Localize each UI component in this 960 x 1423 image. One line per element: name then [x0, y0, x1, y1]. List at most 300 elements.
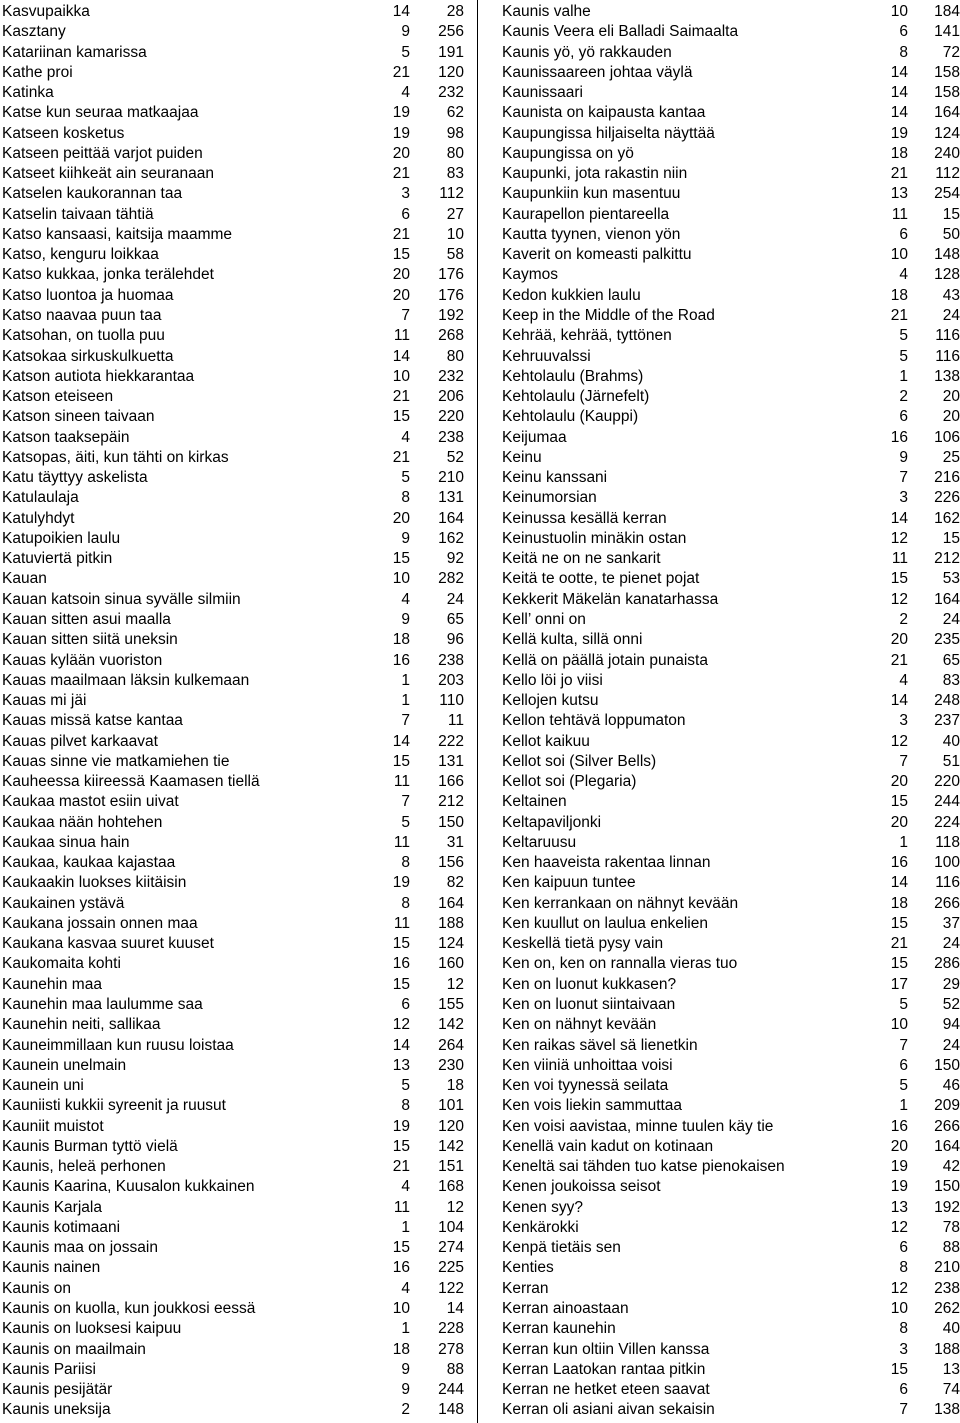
page-number: 248 [934, 692, 960, 710]
song-number: 5 [401, 813, 410, 831]
index-entry [2, 306, 464, 326]
song-number: 9 [401, 1381, 410, 1399]
page-number: 155 [438, 996, 464, 1014]
song-title: Ken on, ken on rannalla vieras tuo [502, 955, 738, 973]
index-entry [2, 549, 464, 569]
song-title: Keinustuolin minäkin ostan [502, 529, 687, 547]
index-entry [2, 792, 464, 812]
song-title: Kaupungissa on yö [502, 144, 634, 162]
song-number: 14 [392, 3, 410, 20]
index-entry [2, 914, 464, 934]
index-entry [502, 1177, 960, 1197]
index-entry [502, 428, 960, 448]
index-entry [2, 1258, 464, 1278]
page-number: 212 [934, 550, 960, 568]
song-title: Kaunis Karjala [2, 1198, 102, 1216]
page-number: 209 [934, 1097, 960, 1115]
index-entry [2, 732, 464, 752]
song-title: Katulaulaja [2, 489, 79, 507]
song-number: 12 [392, 1016, 410, 1034]
song-number: 20 [890, 631, 908, 649]
index-entry [502, 63, 960, 83]
song-number: 15 [392, 246, 410, 264]
song-number: 9 [401, 23, 410, 41]
index-entry [2, 1056, 464, 1076]
index-entry [2, 468, 464, 488]
song-number: 7 [401, 793, 410, 811]
page-number: 27 [446, 205, 464, 223]
index-entry [502, 43, 960, 63]
song-title: Kauas missä katse kantaa [2, 712, 183, 730]
page-number: 192 [934, 1198, 960, 1216]
page-number: 11 [447, 712, 464, 730]
page-number: 112 [439, 185, 464, 203]
song-title: Kaunis on kuolla, kun joukkosi eessä [2, 1300, 256, 1317]
song-title: Kerran kaunehin [502, 1320, 616, 1338]
song-title: Ken voisi aavistaa, minne tuulen käy tie [502, 1117, 774, 1135]
song-number: 5 [401, 43, 410, 61]
page-number: 131 [438, 489, 464, 507]
song-number: 1 [899, 367, 908, 385]
song-number: 8 [401, 854, 410, 872]
page-number: 82 [446, 874, 464, 892]
page-number: 104 [438, 1218, 464, 1236]
song-title: Kehtolaulu (Järnefelt) [502, 388, 650, 406]
page-number: 158 [934, 84, 960, 102]
page-number: 122 [438, 1279, 464, 1297]
index-entry [502, 1340, 960, 1360]
song-number: 9 [401, 529, 410, 547]
song-title: Kasvupaikka [2, 3, 90, 20]
song-number: 21 [392, 225, 410, 243]
song-number: 21 [392, 63, 410, 81]
song-title: Keinussa kesällä kerran [502, 509, 667, 527]
song-number: 12 [890, 529, 908, 547]
song-title: Katselen kaukorannan taa [2, 185, 183, 203]
song-title: Katso, kenguru loikkaa [2, 246, 159, 264]
page-number: 31 [446, 833, 464, 851]
index-entry [2, 651, 464, 671]
index-entry [2, 509, 464, 529]
song-title: Keitä ne on ne sankarit [502, 550, 661, 568]
index-entry [502, 630, 960, 650]
song-number: 4 [899, 671, 908, 689]
song-title: Kaunis on maailmain [2, 1340, 146, 1358]
song-title: Kauan sitten asui maalla [2, 610, 171, 628]
page-number: 228 [438, 1320, 464, 1338]
song-title: Kaunis maa on jossain [2, 1239, 158, 1257]
page-number: 116 [935, 347, 960, 365]
song-number: 2 [899, 610, 908, 628]
song-number: 20 [890, 1137, 908, 1155]
index-entry [502, 124, 960, 144]
song-number: 14 [890, 692, 908, 710]
song-number: 4 [401, 1279, 410, 1297]
index-entry [2, 772, 464, 792]
song-number: 7 [899, 1036, 908, 1054]
page-number: 232 [438, 84, 464, 102]
song-title: Kauas maailmaan läksin kulkemaan [2, 671, 250, 689]
song-number: 10 [890, 3, 908, 20]
song-title: Ken haaveista rakentaa linnan [502, 854, 711, 872]
song-title: Kaukainen ystävä [2, 894, 125, 912]
song-title: Ken raikas sävel sä lienetkin [502, 1036, 698, 1054]
index-entry [502, 164, 960, 184]
index-entry [2, 144, 464, 164]
index-entry [2, 529, 464, 549]
song-number: 19 [392, 104, 410, 122]
index-entry [2, 691, 464, 711]
song-number: 7 [401, 306, 410, 324]
index-entry [502, 873, 960, 893]
song-title: Katulyhdyt [2, 509, 75, 527]
song-number: 15 [392, 408, 410, 426]
song-title: Kauas pilvet karkaavat [2, 732, 158, 750]
page-number: 24 [942, 935, 960, 953]
song-number: 14 [890, 509, 908, 527]
index-entry [502, 1218, 960, 1238]
page-number: 120 [438, 1117, 464, 1135]
index-entry [2, 265, 464, 285]
song-number: 11 [393, 1198, 410, 1216]
song-title: Kellon tehtävä loppumaton [502, 712, 686, 730]
song-number: 5 [899, 1077, 908, 1095]
song-title: Katu täyttyy askelista [2, 469, 148, 487]
song-title: Kerran oli asiani aivan sekaisin [502, 1401, 715, 1419]
page-number: 12 [446, 1198, 464, 1216]
song-title: Kauas mi jäi [2, 692, 87, 710]
index-entry [2, 833, 464, 853]
song-title: Kaymos [502, 266, 558, 284]
song-title: Kedon kukkien laulu [502, 286, 641, 304]
page-number: 256 [438, 23, 464, 41]
page-number: 120 [438, 63, 464, 81]
page-number: 10 [446, 225, 464, 243]
song-title: Kaunis Kaarina, Kuusalon kukkainen [2, 1178, 255, 1196]
song-number: 3 [401, 185, 410, 203]
page-number: 20 [942, 388, 960, 406]
page-number: 62 [446, 104, 464, 122]
page-number: 78 [942, 1218, 960, 1236]
song-title: Kauan [2, 570, 47, 588]
song-title: Kaupunkiin kun masentuu [502, 185, 681, 203]
song-title: Kerran ne hetket eteen saavat [502, 1381, 710, 1399]
song-title: Ken viiniä unhoittaa voisi [502, 1056, 673, 1074]
index-entry [2, 103, 464, 123]
song-number: 20 [890, 813, 908, 831]
page-number: 118 [935, 833, 960, 851]
page-number: 156 [438, 854, 464, 872]
index-entry [2, 225, 464, 245]
page-number: 131 [438, 752, 464, 770]
song-number: 20 [392, 144, 410, 162]
page-number: 254 [934, 185, 960, 203]
index-entry [2, 245, 464, 265]
song-title: Kauniit muistot [2, 1117, 104, 1135]
song-number: 15 [890, 793, 908, 811]
page-number: 191 [438, 43, 464, 61]
song-title: Katso luontoa ja huomaa [2, 286, 174, 304]
song-title: Kerran ainoastaan [502, 1300, 629, 1317]
index-entry [502, 813, 960, 833]
song-title: Katselin taivaan tähtiä [2, 205, 154, 223]
song-number: 18 [890, 894, 908, 912]
index-entry [502, 306, 960, 326]
index-entry [2, 1096, 464, 1116]
index-entry [502, 1157, 960, 1177]
page-number: 46 [942, 1077, 960, 1095]
page-number: 164 [934, 590, 960, 608]
index-entry [2, 124, 464, 144]
song-title: Kauheessa kiireessä Kaamasen tiellä [2, 773, 260, 791]
song-title: Kehrää, kehrää, tyttönen [502, 327, 672, 345]
song-title: Katseen peittää varjot puiden [2, 144, 203, 162]
page-number: 94 [942, 1016, 960, 1034]
page-number: 43 [942, 286, 960, 304]
page-number: 150 [934, 1178, 960, 1196]
page-number: 188 [934, 1340, 960, 1358]
page-number: 264 [438, 1036, 464, 1054]
song-title: Kaukaakin luokses kiitäisin [2, 874, 187, 892]
song-title: Kenkärokki [502, 1218, 579, 1236]
song-number: 15 [392, 752, 410, 770]
song-title: Katson taaksepäin [2, 428, 130, 446]
song-title: Kaukomaita kohti [2, 955, 121, 973]
index-entry [502, 1015, 960, 1035]
index-entry [502, 1137, 960, 1157]
song-number: 11 [393, 327, 410, 345]
index-entry [502, 610, 960, 630]
index-entry [2, 1319, 464, 1339]
song-number: 14 [392, 347, 410, 365]
index-entry [2, 1400, 464, 1420]
song-number: 3 [899, 489, 908, 507]
song-title: Katse kun seuraa matkaajaa [2, 104, 199, 122]
page-number: 206 [438, 388, 464, 406]
index-entry [2, 954, 464, 974]
index-entry [2, 367, 464, 387]
index-entry [2, 2, 464, 22]
index-entry [2, 1380, 464, 1400]
song-title: Kaunehin maa [2, 975, 102, 993]
page-number: 268 [438, 327, 464, 345]
song-number: 14 [392, 732, 410, 750]
page-number: 25 [942, 448, 960, 466]
page-number: 226 [934, 489, 960, 507]
song-title: Katseen kosketus [2, 124, 125, 142]
index-entry [502, 509, 960, 529]
song-title: Katsopas, äiti, kun tähti on kirkas [2, 448, 229, 466]
page-number: 282 [438, 570, 464, 588]
song-number: 16 [392, 1259, 410, 1277]
index-entry [502, 711, 960, 731]
page-number: 18 [446, 1077, 464, 1095]
page-number: 203 [438, 671, 464, 689]
index-entry [2, 873, 464, 893]
song-number: 10 [890, 1016, 908, 1034]
index-entry [502, 448, 960, 468]
index-entry [502, 1319, 960, 1339]
index-entry [502, 407, 960, 427]
index-entry [2, 894, 464, 914]
page-number: 150 [934, 1056, 960, 1074]
song-title: Kenen joukoissa seisot [502, 1178, 661, 1196]
song-number: 7 [899, 752, 908, 770]
index-entry [2, 63, 464, 83]
index-entry [2, 610, 464, 630]
song-number: 16 [392, 651, 410, 669]
page-number: 65 [942, 651, 960, 669]
song-number: 15 [392, 975, 410, 993]
song-number: 6 [401, 996, 410, 1014]
song-number: 1 [899, 1097, 908, 1115]
page-number: 244 [934, 793, 960, 811]
page-number: 116 [935, 874, 960, 892]
index-entry [502, 995, 960, 1015]
page-number: 148 [438, 1401, 464, 1419]
song-title: Kaunis Pariisi [2, 1360, 96, 1378]
song-number: 10 [392, 367, 410, 385]
song-number: 9 [401, 610, 410, 628]
song-title: Ken kerrankaan on nähnyt kevään [502, 894, 739, 912]
index-entry [2, 752, 464, 772]
song-number: 14 [890, 84, 908, 102]
song-number: 19 [890, 124, 908, 142]
song-title: Keinu kanssani [502, 469, 608, 487]
song-number: 20 [392, 509, 410, 527]
index-entry [502, 1036, 960, 1056]
index-entry [2, 22, 464, 42]
index-entry [2, 488, 464, 508]
index-entry [502, 1198, 960, 1218]
index-entry [2, 1238, 464, 1258]
page-number: 274 [438, 1239, 464, 1257]
page-number: 141 [934, 23, 960, 41]
song-number: 5 [401, 469, 410, 487]
index-entry [502, 772, 960, 792]
page-number: 124 [438, 935, 464, 953]
song-number: 21 [392, 165, 410, 183]
song-title: Kaunis uneksija [2, 1401, 111, 1419]
page-number: 83 [446, 165, 464, 183]
song-title: Kaupunki, jota rakastin niin [502, 165, 688, 183]
song-title: Keltaruusu [502, 833, 577, 851]
index-entry [502, 590, 960, 610]
song-number: 11 [891, 205, 908, 223]
index-entry [2, 1360, 464, 1380]
song-number: 2 [899, 388, 908, 406]
index-entry [502, 1380, 960, 1400]
page-number: 14 [446, 1300, 464, 1317]
page-number: 88 [446, 1360, 464, 1378]
page-number: 158 [934, 63, 960, 81]
song-number: 3 [899, 1340, 908, 1358]
index-entry [2, 1177, 464, 1197]
index-entry [2, 975, 464, 995]
page-number: 210 [438, 469, 464, 487]
index-entry [502, 1238, 960, 1258]
song-number: 21 [392, 388, 410, 406]
song-title: Kauas sinne vie matkamiehen tie [2, 752, 230, 770]
song-number: 11 [891, 550, 908, 568]
song-title: Kaurapellon pientareella [502, 205, 670, 223]
index-entry [502, 1400, 960, 1420]
index-entry [2, 448, 464, 468]
song-number: 21 [392, 448, 410, 466]
song-number: 8 [899, 1320, 908, 1338]
page-number: 124 [934, 124, 960, 142]
index-entry [2, 1279, 464, 1299]
page-number: 210 [934, 1259, 960, 1277]
song-title: Kaunis on [2, 1279, 71, 1297]
page-number: 164 [438, 894, 464, 912]
page-number: 220 [438, 408, 464, 426]
song-number: 6 [899, 23, 908, 41]
index-entry [502, 975, 960, 995]
index-entry [502, 529, 960, 549]
index-entry [2, 83, 464, 103]
song-number: 10 [890, 1300, 908, 1317]
song-number: 5 [899, 347, 908, 365]
page-number: 52 [446, 448, 464, 466]
song-number: 20 [392, 266, 410, 284]
page-number: 184 [934, 3, 960, 20]
song-number: 14 [392, 1036, 410, 1054]
song-title: Katson autiota hiekkarantaa [2, 367, 195, 385]
song-number: 14 [890, 104, 908, 122]
page-number: 80 [446, 347, 464, 365]
song-title: Kaunis yö, yö rakkauden [502, 43, 672, 61]
song-number: 19 [890, 1158, 908, 1176]
page-number: 162 [934, 509, 960, 527]
page-number: 237 [934, 712, 960, 730]
song-title: Ken kaipuun tuntee [502, 874, 636, 892]
index-column-left [2, 2, 464, 1421]
index-entry [502, 792, 960, 812]
index-entry [502, 367, 960, 387]
song-number: 13 [890, 1198, 908, 1216]
song-number: 15 [392, 550, 410, 568]
page-number: 74 [942, 1381, 960, 1399]
page-number: 266 [934, 894, 960, 912]
page-number: 42 [942, 1158, 960, 1176]
index-entry [502, 265, 960, 285]
index-entry [2, 671, 464, 691]
page-number: 238 [934, 1279, 960, 1297]
page-number: 238 [438, 651, 464, 669]
song-title: Katsohan, on tuolla puu [2, 327, 165, 345]
song-number: 6 [899, 225, 908, 243]
index-entry [2, 43, 464, 63]
index-entry [2, 1015, 464, 1035]
song-title: Ken kuullut on laulua enkelien [502, 914, 708, 932]
song-title: Kaunein unelmain [2, 1056, 127, 1074]
song-title: Keitä te ootte, te pienet pojat [502, 570, 700, 588]
page-number: 216 [934, 469, 960, 487]
page-number: 142 [438, 1137, 464, 1155]
song-title: Kaunis pesijätär [2, 1381, 113, 1399]
song-title: Kathe proi [2, 63, 73, 81]
song-title: Kasztany [2, 23, 66, 41]
page-number: 230 [438, 1056, 464, 1074]
song-title: Kenen syy? [502, 1198, 583, 1216]
page-number: 58 [446, 246, 464, 264]
page-number: 225 [438, 1259, 464, 1277]
song-number: 5 [899, 996, 908, 1014]
index-entry [2, 1218, 464, 1238]
song-number: 21 [890, 165, 908, 183]
index-entry [2, 407, 464, 427]
